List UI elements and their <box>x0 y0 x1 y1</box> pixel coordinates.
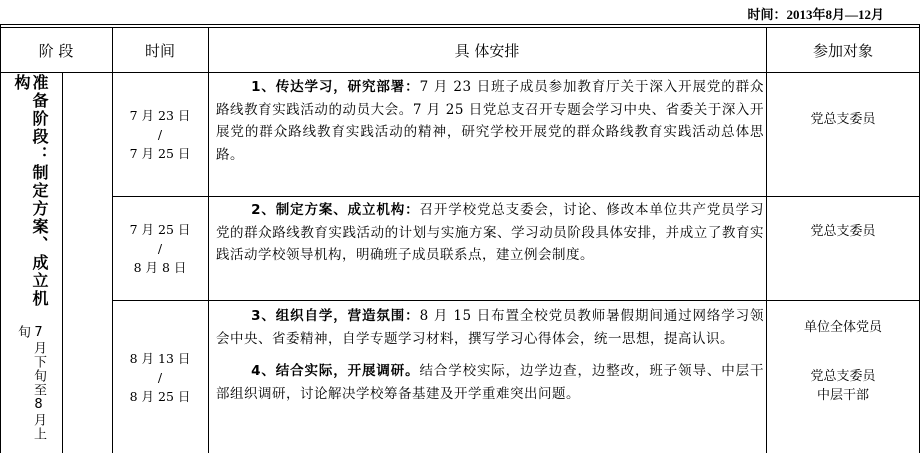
period-text: 时间：2013年8月—12月 <box>747 7 884 22</box>
participant: 党总支委员 <box>810 369 876 384</box>
item-title: 1、传达学习，研究部署： <box>251 79 420 95</box>
arrangement-row-2 <box>216 199 764 267</box>
arrangement-row-1 <box>216 76 764 166</box>
time-cell-row-3 <box>112 301 208 453</box>
stage-name: 准备阶段：制定方案、成立机构 <box>12 74 49 308</box>
time-separator: / <box>157 241 163 256</box>
time-to: 8 月 25 日 <box>129 388 191 404</box>
participant: 党总支委员 <box>810 224 876 239</box>
time-separator: / <box>157 127 163 142</box>
item-text: 8 月 15 日布置全校党员教师暑假期间通过网络学习领会中央、省委精神，自学专题学习材料，撰写学习心得体会，统一思想，提高认识。 <box>216 308 764 347</box>
item-text: 7 月 23 日班子成员参加教育厅关于深入开展党的群众路线教育实践活动的动员大会。7 月 25 日党总支召开专题会学习中央、省委关于深入开展党的群众路线教育实践活动的精神，研究学校开展党的群众路线教育实践活动总体思路。 <box>216 79 764 163</box>
header-time: 时间 <box>144 41 175 60</box>
header-arrangement: 具 体安排 <box>454 41 520 60</box>
arrangement-col-border <box>208 27 209 453</box>
header-stage: 阶 段 <box>38 41 74 60</box>
table-top-border <box>0 24 920 25</box>
list-item <box>216 360 764 405</box>
participant: 中层干部 <box>816 388 869 403</box>
time-to: 7 月 25 日 <box>129 146 191 161</box>
table-left-border <box>0 24 1 453</box>
participant: 党总支委员 <box>810 112 876 127</box>
time-to: 8 月 8 日 <box>133 260 187 275</box>
participants-row-1 <box>766 110 920 129</box>
time-from: 7 月 25 日 <box>129 222 191 237</box>
item-title: 2、制定方案、成立机构： <box>251 202 420 218</box>
row-2-bottom-border <box>112 300 920 301</box>
item-title: 4、结合实际，开展调研。 <box>251 363 420 379</box>
item-text: 结合学校实际，边学边查，边整改，班子领导、中层干部组织调研，讨论解决学校筹备基建及开学重难突出问题。 <box>216 363 764 402</box>
time-separator: / <box>157 369 163 385</box>
list-item <box>216 305 764 350</box>
item-title: 3、组织自学，营造氛围： <box>251 308 420 324</box>
stage-cell <box>5 74 55 453</box>
stage-subtitle: 7月下旬至8月上旬 <box>15 324 46 441</box>
row-1-bottom-border <box>112 196 920 197</box>
participants-row-3 <box>766 318 920 405</box>
item-text: 召开学校党总支委会，讨论、修改本单位共产党员学习党的群众路线教育实践活动的计划与实施方案、学习动员阶段具体安排，并成立了教育实践活动学校领导机构，明确班子成员联系点，建立例会制度。 <box>216 202 764 263</box>
stage-inner-border <box>62 72 63 453</box>
time-cell-row-1 <box>112 73 208 196</box>
participant: 单位全体党员 <box>803 320 882 335</box>
participants-row-2 <box>766 222 920 241</box>
time-from: 8 月 13 日 <box>129 350 191 366</box>
time-cell-row-2 <box>112 197 208 300</box>
header-participants: 参加对象 <box>812 41 873 60</box>
arrangement-row-3 <box>216 305 764 405</box>
time-from: 7 月 23 日 <box>129 108 191 123</box>
